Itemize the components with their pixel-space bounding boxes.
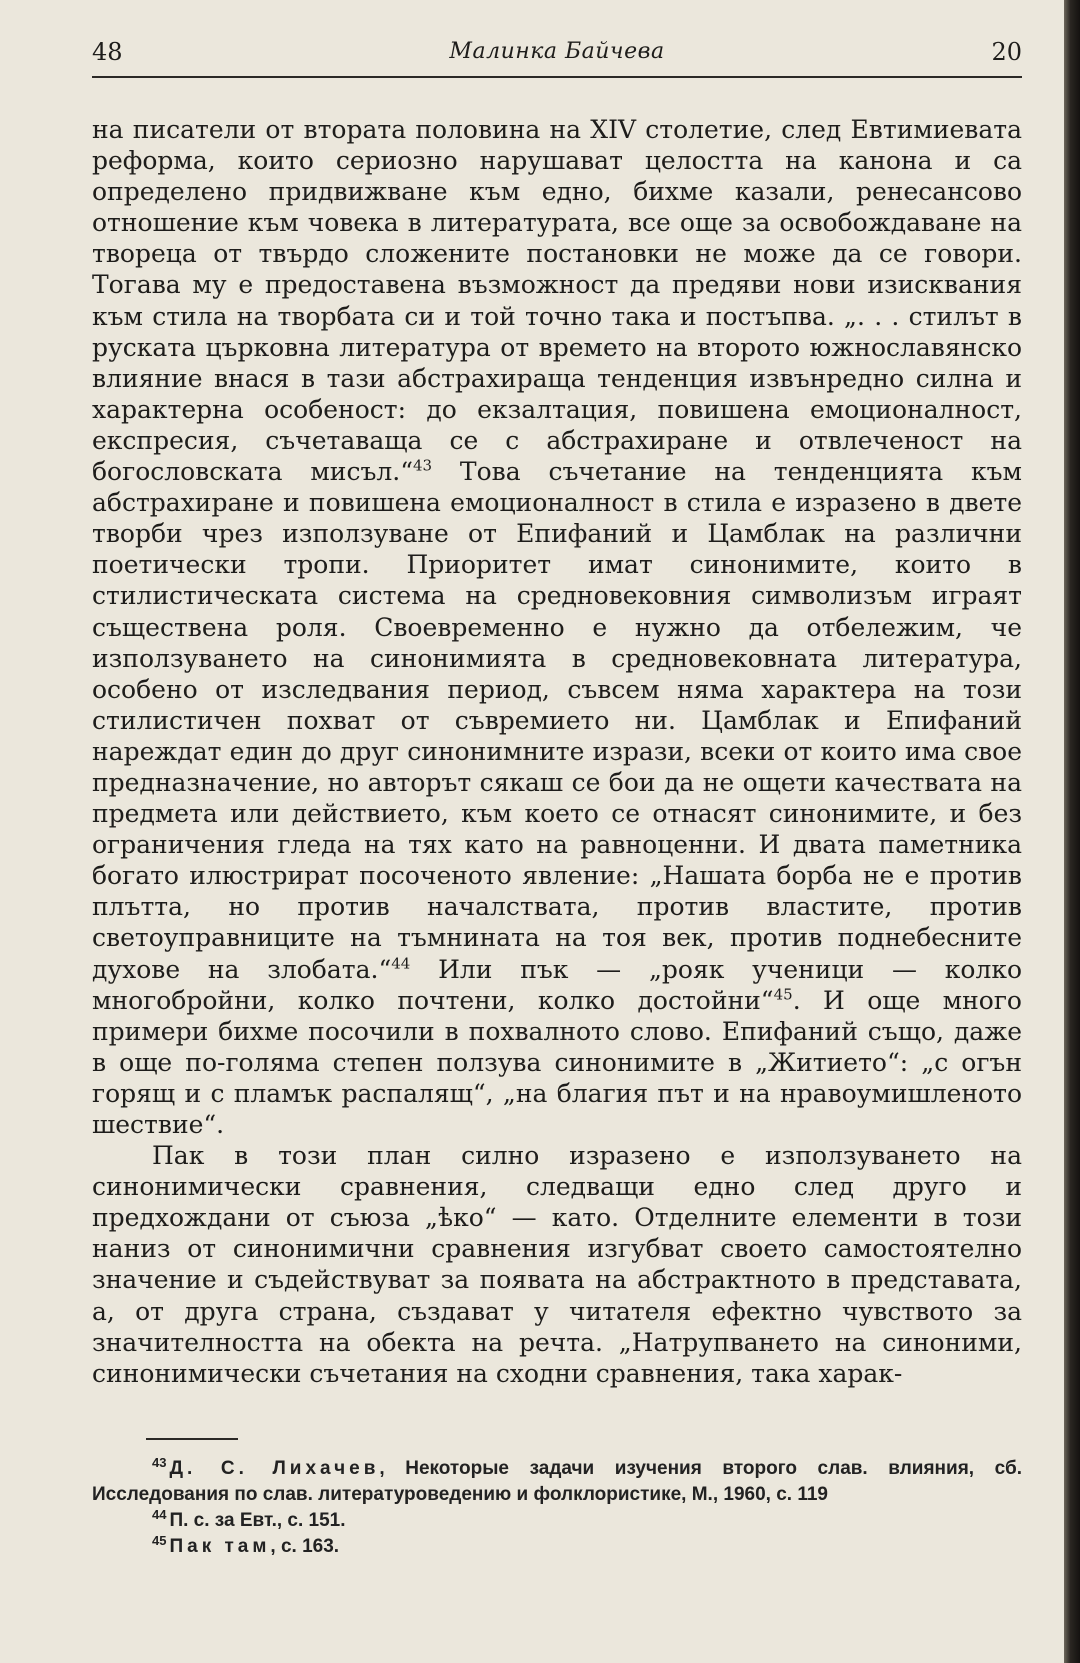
footnote-43 bbox=[92, 1456, 1022, 1508]
text-run: Или пък — „рояк ученици — колко многобройни, колко почтени, колко достойни“ bbox=[92, 954, 1023, 1015]
footnote-text: П. с. за Евт., с. 151. bbox=[169, 1510, 346, 1531]
running-head-author: Малинка Байчева bbox=[449, 39, 665, 64]
footnote-author: Д. С. Лихачев bbox=[169, 1458, 380, 1479]
footnote-44 bbox=[92, 1508, 1022, 1534]
book-spine-edge bbox=[1064, 0, 1080, 1663]
footnote-number: 45 bbox=[152, 1532, 167, 1548]
main-text bbox=[92, 114, 1022, 1389]
footnotes bbox=[92, 1456, 1022, 1560]
page-number: 48 bbox=[92, 38, 123, 66]
footnote-ref-43: 43 bbox=[413, 456, 433, 475]
footnote-text: , с. 163. bbox=[270, 1536, 340, 1557]
paragraph-1 bbox=[92, 114, 1022, 1140]
text-run: . И още много примери бихме посочили в похвалното слово. Епифаний също, даже в още по-голяма степен ползува синонимите в „Житието“: „с огън горящ и с пламък распалящ“, „на благия път и на нравоумишленото шествие“. bbox=[92, 985, 1022, 1139]
footnote-45 bbox=[92, 1534, 1022, 1560]
footnote-text: , Некоторые задачи изучения второго слав. влияния, сб. Исследования по слав. литературоведению и фолклористике, М., 1960, с. 119 bbox=[92, 1458, 1022, 1505]
text-run: Това съчетание на тенденцията към абстрахиране и повишена емоционалност в стила е изразено в двете творби чрез използуване от Епифаний и Цамблак на различни поетически тропи. Приоритет имат синонимите, които в стилистическата система на средновековния символизъм играят съществена роля. Своевременно е нужно да отбележим, че използуването на синонимията в средновековната литература, особено от изследвания период, съвсем няма характера на този стилистичен похват от съвремието ни. Цамблак и Епифаний нареждат един до друг синонимните изрази, всеки от които има свое предназначение, но авторът сякаш се бои да не ощети качествата на предмета или действието, към което се отнасят синонимите, и без ограничения гледа на тях като на равноценни. И двата паметника богато илюстрират посоченото явление: „Нашата борба не е против плътта, но против началствата, против властите, против светоуправниците на тъмнината на тоя век, против поднебесните духове на злобата.“ bbox=[92, 457, 1022, 984]
running-header bbox=[92, 36, 1022, 68]
footnote-ref-44: 44 bbox=[391, 954, 411, 973]
text-run: на писатели от втората половина на XIV столетие, след Евтимиевата реформа, които сериозно нарушават целостта на канона и са определено придвижване към едно, бихме казали, ренесансово отношение към човека в литературата, все още за освобождаване на твореца от твърдо сложените постановки не може да се говори. Тогава му е предоставена възможност да предяви нови изисквания към стила на творбата си и той точно така и постъпва. „. . . стилът в руската църковна литература от времето на второто южнославянско влияние внася в тази абстрахираща тенденция извънредно силна и характерна особеност: до екзалтация, повишена емоционалност, експресия, съчетаваща се с абстрахиране и отвлеченост на богословската мисъл.“ bbox=[92, 115, 1022, 487]
paragraph-2: Пак в този план силно изразено е използуването на синонимически сравнения, следващи едно след друго и предхождани от съюза „ѣко“ — като. Отделните елементи в този наниз от синонимични сравнения изгубват своето самостоятелно значение и съдействуват за появата на абстрактното в представата, а, от друга страна, създават у читателя ефектно чувството за значителността на обекта на речта. „Натрупването на синоними, синонимически съчетания на сходни сравнения, така харак- bbox=[92, 1141, 1022, 1388]
footnote-rule bbox=[146, 1438, 238, 1440]
footnote-ref-45: 45 bbox=[773, 985, 793, 1004]
header-rule bbox=[92, 76, 1022, 78]
chapter-number: 20 bbox=[991, 38, 1022, 66]
footnote-number: 43 bbox=[152, 1454, 167, 1470]
footnote-author: Пак там bbox=[169, 1536, 271, 1557]
footnote-number: 44 bbox=[152, 1506, 167, 1522]
